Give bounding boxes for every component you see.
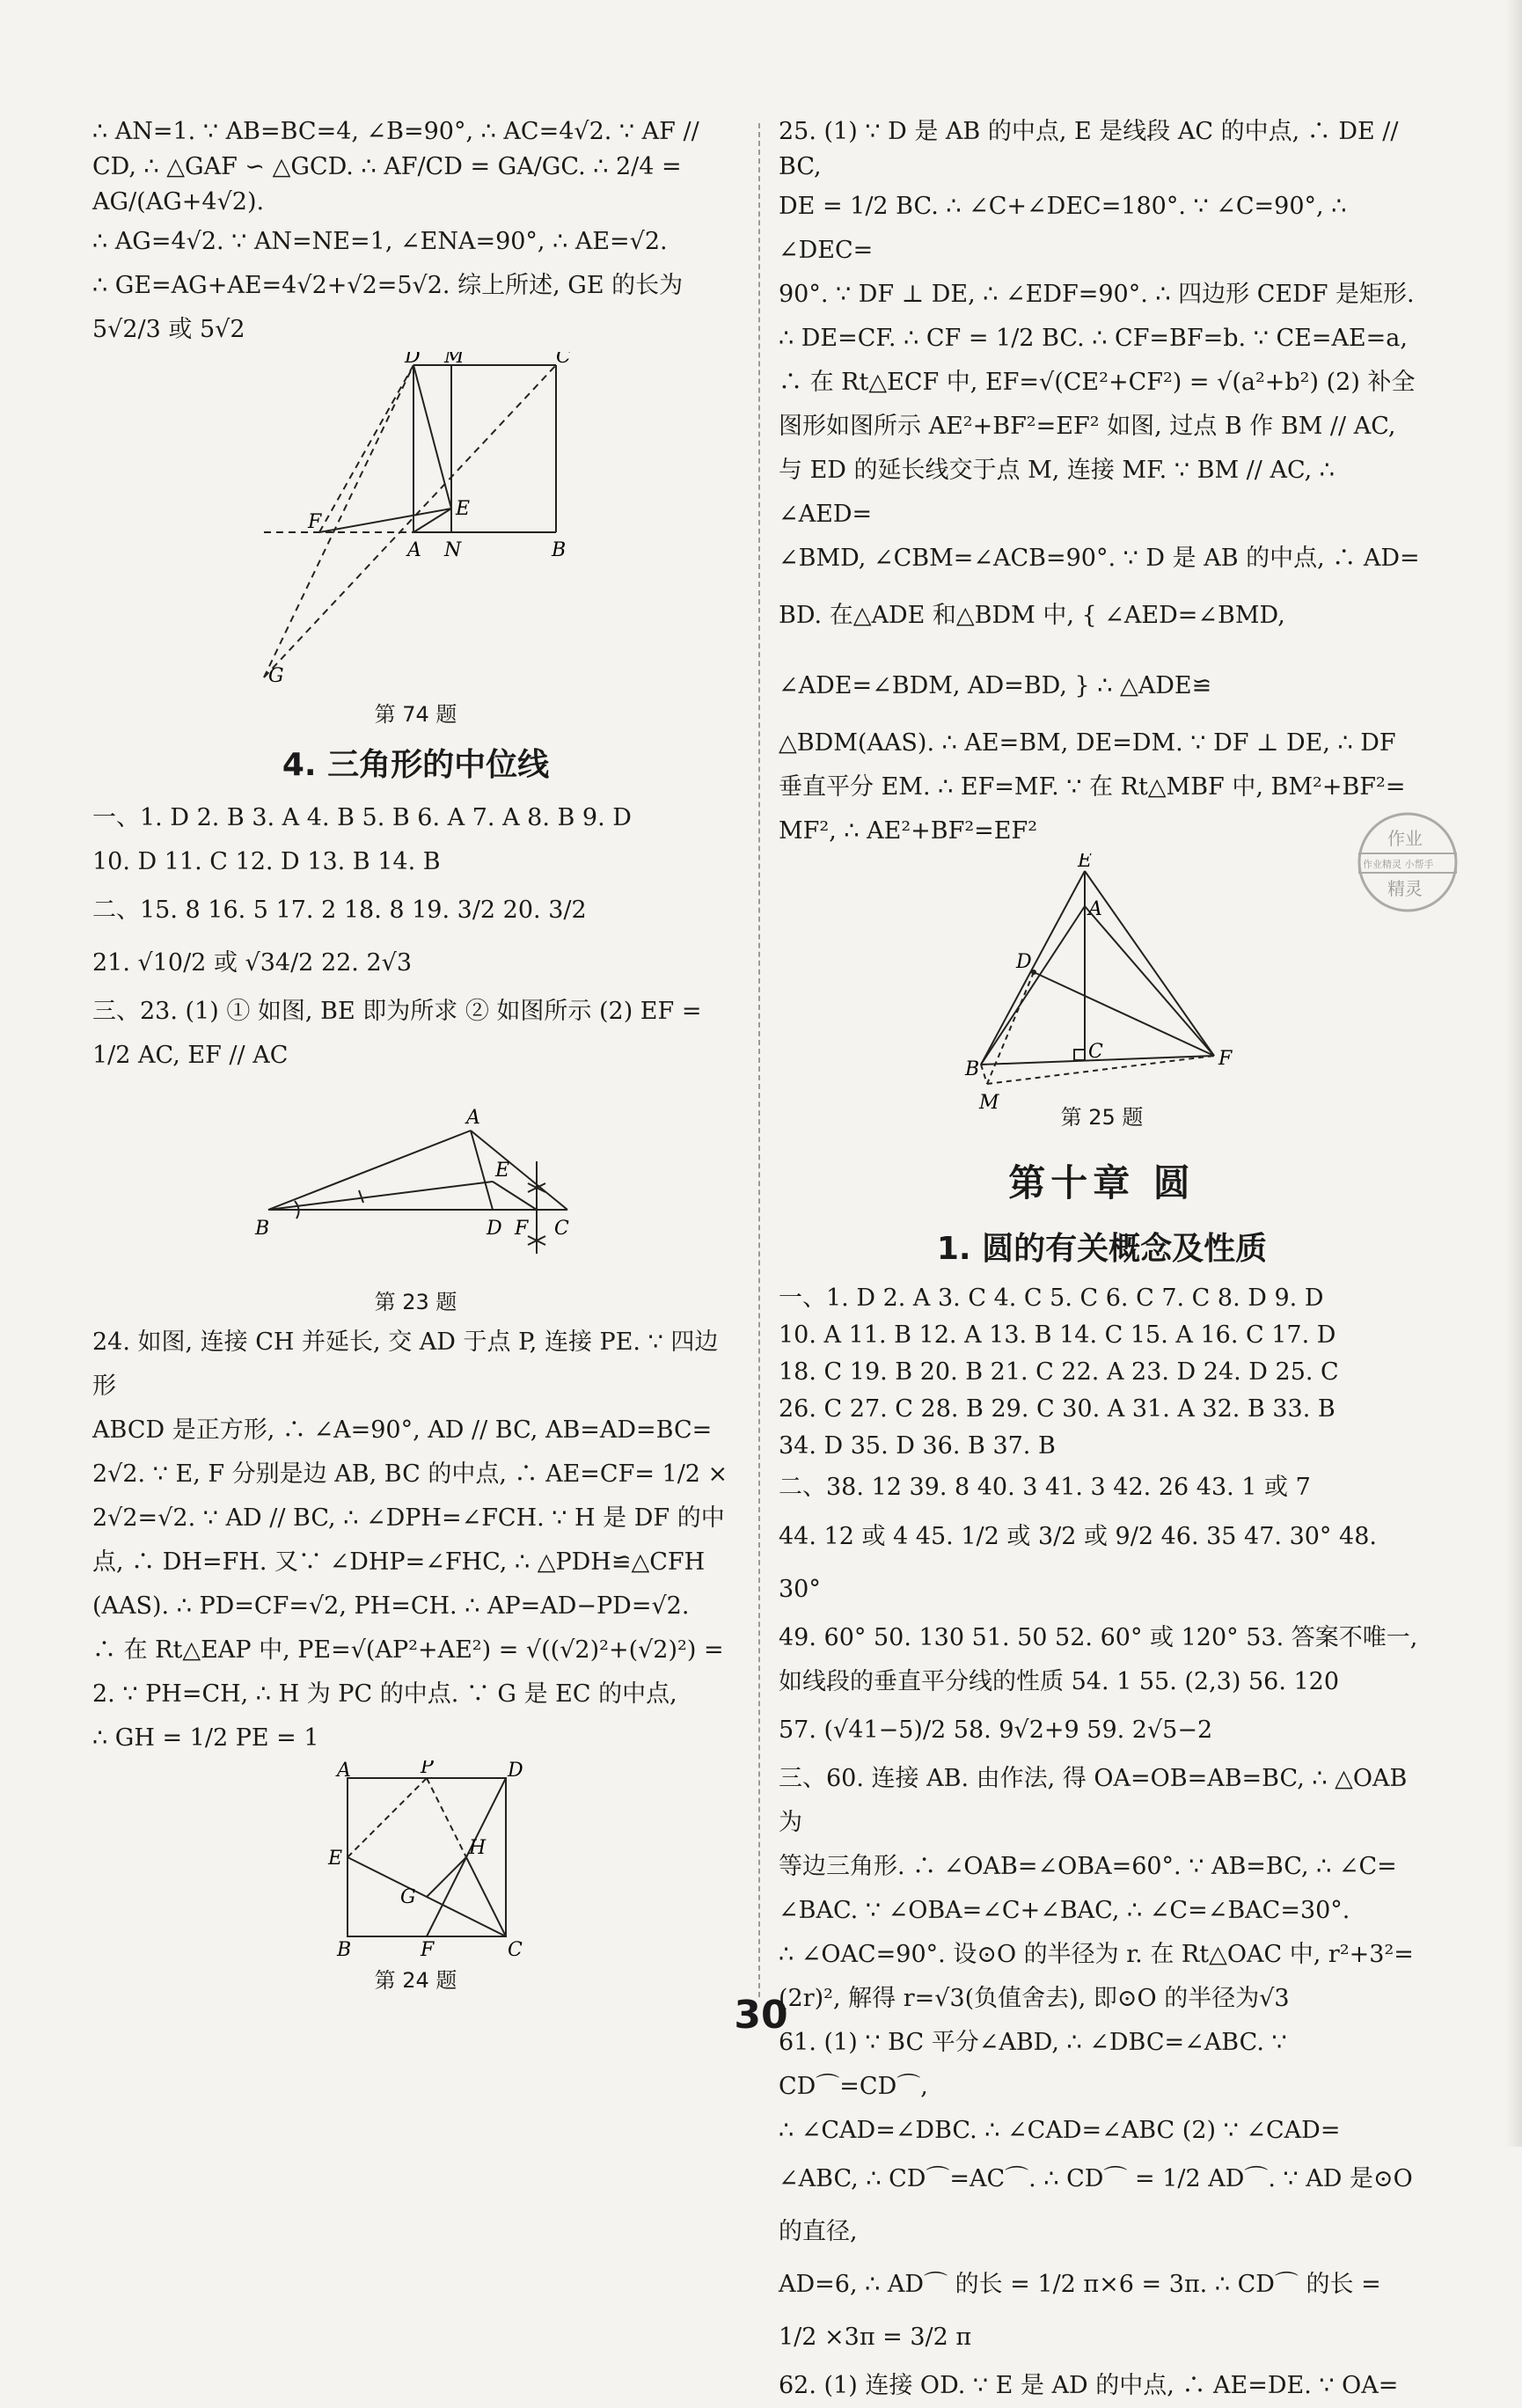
answers-line: 一、1. D 2. B 3. A 4. B 5. B 6. A 7. A 8. B 9. D [92, 804, 632, 831]
figure-24 [92, 1760, 739, 1963]
watermark-stamp [1350, 805, 1465, 919]
question-61-line: ∴ ∠CAD=∠DBC. ∴ ∠CAD=∠ABC (2) ∵ ∠CAD= [779, 2117, 1341, 2144]
question-23: 三、23. (1) ① 如图, BE 即为所求 ② 如图所示 (2) EF = 1/2 AC, EF // AC [92, 998, 702, 1069]
svg-text:精灵: 精灵 [1387, 878, 1423, 899]
question-60-line: 三、60. 连接 AB. 由作法, 得 OA=OB=AB=BC, ∴ △OAB 为 [779, 1765, 1408, 1836]
figure-caption: 第 25 题 [1060, 1105, 1144, 1130]
svg-text:D: D [1016, 951, 1032, 973]
answers-line: 二、15. 8 16. 5 17. 2 18. 8 19. 3/2 20. 3/2 [92, 897, 587, 924]
answers-line: 44. 12 或 4 45. 1/2 或 3/2 或 9/2 46. 35 47. 30° 48. 30° [779, 1523, 1377, 1603]
answers-line: 一、1. D 2. A 3. C 4. C 5. C 6. C 7. C 8. D 9. D [779, 1285, 1324, 1312]
svg-text:G: G [400, 1886, 416, 1908]
question-61-line: AD=6, ∴ AD⌒ 的长 = 1/2 π×6 = 3π. ∴ CD⌒ 的长 = 1/2 ×3π = 3/2 π [779, 2271, 1381, 2351]
figure-caption: 第 24 题 [374, 1968, 457, 1993]
figure-74 [92, 352, 739, 686]
svg-text:A: A [337, 1760, 351, 1782]
chapter-title: 第十章 圆 [1008, 1161, 1196, 1204]
figure-25-svg [779, 853, 1425, 1117]
question-24-line: 2. ∵ PH=CH, ∴ H 为 PC 的中点. ∵ G 是 EC 的中点, [92, 1680, 677, 1708]
svg-text:作业精灵 小帮手: 作业精灵 小帮手 [1363, 859, 1434, 870]
svg-text:P: P [421, 1760, 434, 1778]
question-24-line: 24. 如图, 连接 CH 并延长, 交 AD 于点 P, 连接 PE. ∵ 四边形 [92, 1328, 719, 1400]
question-62-line: 62. (1) 连接 OD. ∵ E 是 AD 的中点, ∴ AE=DE. ∵ OA= [779, 2372, 1399, 2399]
question-24-line: (AAS). ∴ PD=CF=√2, PH=CH. ∴ AP=AD−PD=√2. [92, 1592, 690, 1620]
svg-text:B: B [552, 539, 567, 561]
section-title: 1. 圆的有关概念及性质 [936, 1231, 1268, 1267]
svg-text:N: N [444, 539, 462, 561]
question-25-line: ∴ 在 Rt△ECF 中, EF=√(CE²+CF²) = √(a²+b²) (2) 补全 [779, 369, 1416, 396]
svg-text:C: C [508, 1939, 523, 1961]
svg-text:M: M [444, 352, 465, 368]
question-24-line: ∴ GH = 1/2 PE = 1 [92, 1724, 319, 1752]
svg-text:C: C [556, 352, 571, 368]
question-24-line: 2√2. ∵ E, F 分别是边 AB, BC 的中点, ∴ AE=CF= 1/2 × [92, 1460, 728, 1488]
svg-text:E: E [1078, 853, 1093, 872]
question-25-line: DE = 1/2 BC. ∴ ∠C+∠DEC=180°. ∵ ∠C=90°, ∴ ∠DEC= [779, 193, 1347, 264]
svg-text:D: D [405, 352, 421, 368]
question-60-line: (2r)², 解得 r=√3(负值舍去), 即⊙O 的半径为√3 [779, 1985, 1290, 2012]
question-25-line: MF², ∴ AE²+BF²=EF² [779, 817, 1038, 845]
stamp-svg [1350, 805, 1465, 919]
column-divider [758, 123, 760, 1997]
figure-caption: 第 23 题 [374, 1290, 457, 1314]
text-line: ∴ GE=AG+AE=4√2+√2=5√2. 综上所述, GE 的长为 [92, 272, 684, 299]
svg-text:F: F [1218, 1048, 1233, 1070]
question-25-line: BD. 在△ADE 和△BDM 中, { ∠AED=∠BMD, ∠ADE=∠BDM, AD=BD, } ∴ △ADE≌ [779, 602, 1285, 699]
question-25-line: 图形如图所示 AE²+BF²=EF² 如图, 过点 B 作 BM // AC, [779, 413, 1396, 440]
question-25-line: 25. (1) ∵ D 是 AB 的中点, E 是线段 AC 的中点, ∴ DE // BC, [779, 118, 1399, 180]
answers-line: 10. D 11. C 12. D 13. B 14. B [92, 848, 441, 875]
svg-text:G: G [268, 665, 284, 686]
svg-text:B: B [255, 1218, 270, 1240]
svg-text:B: B [965, 1058, 980, 1080]
question-25-line: ∴ DE=CF. ∴ CF = 1/2 BC. ∴ CF=BF=b. ∵ CE=AE=a, [779, 325, 1408, 352]
question-25-line: 与 ED 的延长线交于点 M, 连接 MF. ∵ BM // AC, ∴ ∠AED= [779, 457, 1335, 528]
answers-line: 10. A 11. B 12. A 13. B 14. C 15. A 16. C 17. D [779, 1321, 1336, 1349]
svg-text:作业: 作业 [1387, 828, 1423, 849]
answers-line: 如线段的垂直平分线的性质 54. 1 55. (2,3) 56. 120 [779, 1668, 1340, 1695]
answers-line: 21. √10/2 或 √34/2 22. 2√3 [92, 949, 413, 977]
right-column [779, 114, 1425, 2408]
svg-text:F: F [515, 1218, 529, 1240]
text-line: ∴ AN=1. ∵ AB=BC=4, ∠B=90°, ∴ AC=4√2. ∵ AF // CD, ∴ △GAF ∽ △GCD. ∴ AF/CD = GA/GC. ∴ 2/4 = AG/(AG+4√2). [92, 118, 699, 216]
question-24-line: ∴ 在 Rt△EAP 中, PE=√(AP²+AE²) = √((√2)²+(√2)²) = [92, 1636, 724, 1664]
figure-74-svg [92, 352, 739, 686]
svg-text:D: D [508, 1760, 523, 1782]
section-title: 4. 三角形的中位线 [282, 747, 550, 783]
svg-text:E: E [328, 1848, 343, 1870]
svg-text:H: H [469, 1837, 487, 1859]
svg-text:F: F [421, 1939, 435, 1961]
svg-text:A: A [407, 539, 421, 561]
svg-text:F: F [308, 511, 322, 533]
text-line: 5√2/3 或 5√2 [92, 316, 245, 343]
left-column [92, 114, 739, 1994]
question-24-line: 2√2=√2. ∵ AD // BC, ∴ ∠DPH=∠FCH. ∵ H 是 DF 的中 [92, 1504, 725, 1532]
question-61-line: 61. (1) ∵ BC 平分∠ABD, ∴ ∠DBC=∠ABC. ∵ CD⌒=CD⌒, [779, 2029, 1287, 2100]
svg-text:E: E [495, 1160, 510, 1182]
page-edge [1506, 0, 1522, 2147]
question-25-line: 垂直平分 EM. ∴ EF=MF. ∵ 在 Rt△MBF 中, BM²+BF²= [779, 773, 1406, 801]
question-24-line: ABCD 是正方形, ∴ ∠A=90°, AD // BC, AB=AD=BC= [92, 1416, 713, 1444]
question-60-line: 等边三角形. ∴ ∠OAB=∠OBA=60°. ∵ AB=BC, ∴ ∠C= [779, 1853, 1397, 1880]
figure-24-svg [92, 1760, 739, 1963]
figure-25 [779, 853, 1425, 1117]
svg-text:A: A [1088, 898, 1102, 920]
question-25-line: ∠BMD, ∠CBM=∠ACB=90°. ∵ D 是 AB 的中点, ∴ AD= [779, 545, 1420, 572]
answers-line: 18. C 19. B 20. B 21. C 22. A 23. D 24. D 25. C [779, 1358, 1339, 1386]
answers-line: 57. (√41−5)/2 58. 9√2+9 59. 2√5−2 [779, 1716, 1213, 1744]
question-60-line: ∴ ∠OAC=90°. 设⊙O 的半径为 r. 在 Rt△OAC 中, r²+3²= [779, 1941, 1414, 1968]
answers-line: 二、38. 12 39. 8 40. 3 41. 3 42. 26 43. 1 或 7 [779, 1474, 1311, 1501]
page-number: 30 [734, 1993, 788, 2038]
question-25-line: 90°. ∵ DF ⊥ DE, ∴ ∠EDF=90°. ∴ 四边形 CEDF 是矩形. [779, 281, 1415, 308]
svg-text:D: D [487, 1218, 502, 1240]
svg-text:B: B [337, 1939, 352, 1961]
question-25-line: △BDM(AAS). ∴ AE=BM, DE=DM. ∵ DF ⊥ DE, ∴ DF [779, 729, 1396, 757]
figure-caption: 第 74 题 [374, 702, 457, 727]
svg-text:C: C [1088, 1041, 1103, 1063]
question-24-line: 点, ∴ DH=FH. 又∵ ∠DHP=∠FHC, ∴ △PDH≌△CFH [92, 1548, 706, 1576]
question-60-line: ∠BAC. ∵ ∠OBA=∠C+∠BAC, ∴ ∠C=∠BAC=30°. [779, 1897, 1350, 1924]
figure-23 [92, 1078, 739, 1280]
question-61-line: ∠ABC, ∴ CD⌒=AC⌒. ∴ CD⌒ = 1/2 AD⌒. ∵ AD 是⊙O 的直径, [779, 2165, 1413, 2245]
answers-line: 49. 60° 50. 130 51. 50 52. 60° 或 120° 53. 答案不唯一, [779, 1624, 1418, 1651]
answers-line: 26. C 27. C 28. B 29. C 30. A 31. A 32. B 33. B [779, 1395, 1335, 1423]
figure-23-svg [92, 1078, 739, 1280]
svg-text:M: M [979, 1092, 999, 1114]
svg-text:A: A [466, 1107, 480, 1129]
svg-text:E: E [456, 498, 471, 520]
answers-line: 34. D 35. D 36. B 37. B [779, 1432, 1056, 1460]
svg-text:C: C [554, 1218, 569, 1240]
text-line: ∴ AG=4√2. ∵ AN=NE=1, ∠ENA=90°, ∴ AE=√2. [92, 228, 668, 255]
